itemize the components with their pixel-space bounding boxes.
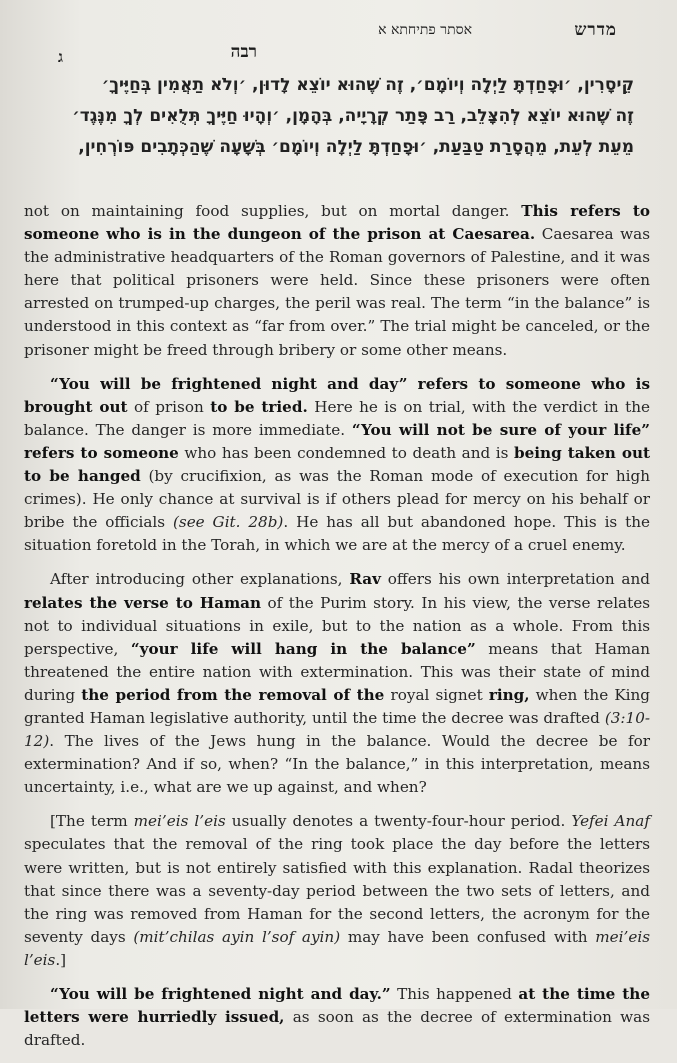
- bold-run: at the time the letters were hurriedly issued,: [24, 985, 651, 1027]
- page-number: ג: [58, 48, 63, 66]
- hebrew-line: זֶה שֶׁהוּא יוֹצֵא לְהִצָּלֵב, רַב פָּתַר קְרָיָיה, בְּהָמָן, ׳וְהָיוּ חַיֶּיךָ תְּלֻאִים לְךָ מִנֶּגֶד׳: [72, 106, 634, 126]
- bold-run: “You will be frightened night and day.”: [50, 985, 391, 1003]
- text-run: . He has all but abandoned hope. This is the situation foretold in the Torah, in which we are at the mercy of a cruel enemy.: [24, 513, 650, 555]
- text-run: Caesarea was the administrative headquarters of the Roman governors of Palestine, and it was here that political prisoners were held. Since these prisoners were often arrested on trumped-up charges, the peril was real. The term “in the balance” is understood in this context as “far from over.” The trial might be canceled, or the prisoner might be freed through bribery or some other means.: [24, 225, 650, 359]
- text-run: This happened: [390, 985, 519, 1003]
- text-run: when the King granted Haman legislative authority, until the time the decree was drafted: [24, 685, 651, 727]
- text-run: (by crucifixion, as was the Roman mode of execution for high crimes). He only chance at survival is if others plead for mercy on his behalf or bribe the officials: [24, 467, 650, 532]
- bold-run: “your life will hang in the balance”: [130, 639, 476, 658]
- header-title-left: רבה: [230, 42, 257, 62]
- hebrew-line: מֵעֵת לְעֵת, מֵהֲסָרַת טַבַּעַת, ׳וּפָחַדְתָּ לַיְלָה וְיוֹמָם׳ בְּשָׁעָה שֶׁהַכְּתָבִים פּוֹרְחִין,: [78, 137, 634, 157]
- text-run: who has been condemned to death and is: [178, 443, 514, 462]
- header-section-title: אסתר פתיחתא א: [378, 22, 472, 38]
- text-run: of prison: [127, 397, 211, 416]
- text-run: may have been confused with: [340, 927, 596, 946]
- text-run: not on maintaining food supplies, but on mortal danger.: [24, 202, 522, 220]
- bold-run: “You will be frightened night and day” refers to someone who is brought out: [24, 374, 650, 416]
- bold-run: the period from the removal of the: [81, 685, 385, 704]
- running-head: [40, 20, 617, 62]
- header-title-right: מדרש: [574, 20, 617, 40]
- text-run: means that Haman threatened the entire nation with extermination. This was their state of mind during: [24, 639, 650, 704]
- paragraph-5: [24, 983, 650, 1052]
- text-run: usually denotes a twenty-four-hour period.: [225, 812, 572, 831]
- paragraph-4: [24, 810, 650, 972]
- text-run: of the Purim story. In his view, the verse relates not to individual situations in exile, but to the nation as a whole. From this perspective,: [24, 593, 650, 658]
- bold-run: being taken out to be hanged: [24, 443, 651, 486]
- italic-term: mei’eis l’eis: [24, 927, 650, 969]
- bold-run: This refers to someone who is in the dungeon of the prison at Caesarea.: [24, 202, 651, 244]
- commentary-text: [24, 200, 650, 1063]
- hebrew-text-block: [56, 70, 634, 163]
- italic-term: Yefei Anaf: [571, 812, 650, 831]
- text-run: offers his own interpretation and: [380, 570, 650, 589]
- citation: (3:10-12): [24, 708, 650, 751]
- text-run: .]: [55, 950, 67, 969]
- text-run: royal signet: [384, 685, 489, 704]
- bold-run: “You will not be sure of your life” refers to someone: [24, 420, 650, 462]
- text-run: as soon as the decree of extermination was drafted.: [24, 1008, 650, 1050]
- bold-run: Rav: [349, 570, 381, 589]
- text-run: After introducing other explanations,: [50, 570, 350, 589]
- citation: (see Git. 28b): [172, 513, 284, 532]
- paragraph-3: [24, 568, 650, 799]
- paragraph-2: [24, 373, 650, 558]
- italic-term: (mit’chilas ayin l’sof ayin): [133, 927, 341, 946]
- hebrew-line: קֵיסָרִין, ׳וּפָחַדְתָּ לַיְלָה וְיוֹמָם׳, זֶה שֶׁהוּא יוֹצֵא לָדוּן, ׳וְלֹא תַאֲמִין בְּחַיֶּיךָ׳: [101, 75, 634, 95]
- italic-term: mei’eis l’eis: [133, 812, 226, 831]
- text-run: . The lives of the Jews hung in the balance. Would the decree be for extermination? And if so, when? “In the balance,” in this interpretation, means uncertainty, i.e., what are we up against, and when?: [24, 732, 650, 797]
- text-run: [The term: [50, 812, 134, 831]
- text-run: speculates that the removal of the ring took place the day before the letters were written, but is not entirely satisfied with this explanation. Radal theorizes that since there was a seventy-day period between the two sets of letters, and the ring was removed from Haman for the second letters, the acronym for the seventy days: [24, 835, 650, 946]
- bold-run: relates the verse to Haman: [24, 593, 262, 612]
- bold-run: to be tried.: [210, 397, 308, 416]
- text-run: Here he is on trial, with the verdict in the balance. The danger is more immediate.: [24, 397, 651, 439]
- bold-run: ring,: [488, 685, 530, 704]
- paragraph-1: [24, 200, 650, 362]
